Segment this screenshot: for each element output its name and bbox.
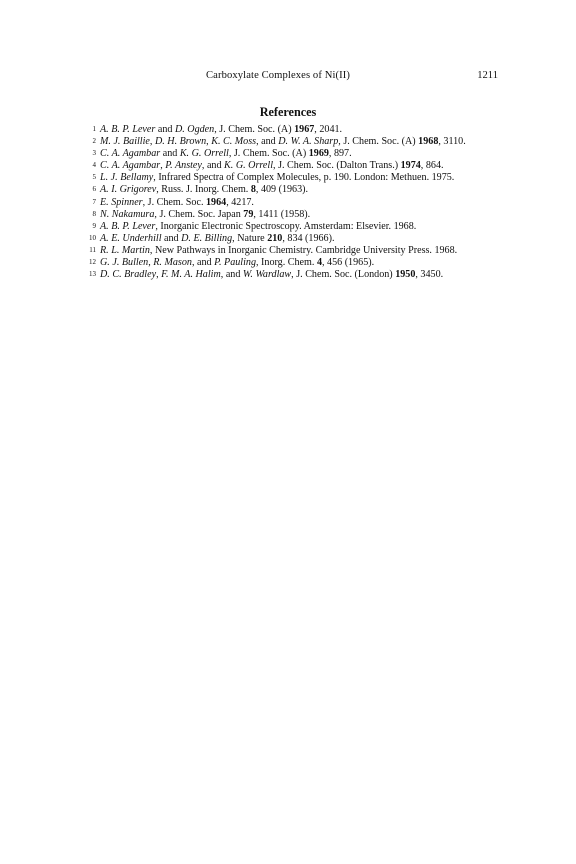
author-name: R. L. Martin <box>100 244 150 256</box>
reference-item <box>84 233 502 245</box>
reference-text <box>100 197 254 208</box>
citation-text: and <box>161 232 182 244</box>
author-name: M. J. Baillie <box>100 136 150 148</box>
reference-number: 7 <box>92 197 96 206</box>
citation-text: , 409 (1963). <box>255 184 309 196</box>
reference-text <box>100 160 444 171</box>
reference-item <box>84 245 502 257</box>
author-name: K. G. Orrell <box>224 160 274 172</box>
citation-text: , 1411 (1958). <box>253 208 311 220</box>
reference-item <box>84 197 502 209</box>
reference-number: 4 <box>92 161 96 170</box>
reference-text <box>100 233 335 244</box>
running-title: Carboxylate Complexes of Ni(II) <box>206 70 351 81</box>
citation-text: , J. Chem. Soc. (Dalton Trans.) <box>273 160 401 172</box>
citation-text: , J. Chem. Soc. Japan <box>154 208 244 220</box>
author-name: K. G. Orrell <box>179 148 229 160</box>
reference-item <box>84 124 502 136</box>
author-name: G. J. Bullen <box>100 257 149 269</box>
section-title: References <box>259 105 317 119</box>
reference-item <box>84 221 502 233</box>
volume-year: 4 <box>316 257 322 269</box>
reference-number: 6 <box>92 185 96 194</box>
citation-text: , J. Chem. Soc. (A) <box>338 136 419 148</box>
citation-text: , J. Chem. Soc. (A) <box>214 124 295 135</box>
citation-text: , New Pathways in Inorganic Chemistry. Cambridge University Press. 1968. <box>149 244 458 256</box>
citation-text: , and <box>220 269 243 281</box>
author-name: A. B. P. Lever <box>100 220 156 232</box>
citation-text: , 2041. <box>314 124 343 135</box>
citation-text: , 4217. <box>226 196 254 208</box>
author-name: D. Ogden <box>174 124 215 135</box>
reference-number: 3 <box>92 149 96 158</box>
author-name: E. Spinner <box>100 196 143 208</box>
citation-text: , 864. <box>420 160 444 172</box>
reference-item <box>84 209 502 221</box>
reference-number: 10 <box>89 233 96 242</box>
reference-text <box>100 257 374 268</box>
reference-text <box>100 148 352 159</box>
volume-year: 1974 <box>400 160 421 172</box>
citation-text: , Infrared Spectra of Complex Molecules, p. 190. London: Methuen. 1975. <box>153 172 455 184</box>
author-name: A. I. Grigorev <box>100 184 157 196</box>
author-name: R. Mason <box>153 257 192 269</box>
reference-item <box>84 184 502 196</box>
citation-text: , J. Chem. Soc. (London) <box>291 269 396 281</box>
author-name: C. A. Agambar <box>100 148 161 160</box>
volume-year: 1967 <box>294 124 315 135</box>
citation-text: and <box>155 124 175 135</box>
author-name: A. B. P. Lever <box>100 124 156 135</box>
volume-year: 1950 <box>395 269 416 281</box>
author-name: N. Nakamura <box>100 208 155 220</box>
author-name: P. Anstey <box>165 160 202 172</box>
citation-text: , 834 (1966). <box>282 232 335 244</box>
author-name: A. E. Underhill <box>100 232 162 244</box>
citation-text: , 897. <box>328 148 352 160</box>
citation-text: , Russ. J. Inorg. Chem. <box>156 184 251 196</box>
author-name: D. C. Bradley <box>100 269 157 281</box>
citation-text: , Inorg. Chem. <box>256 257 317 269</box>
citation-text: , 456 (1965). <box>321 257 375 269</box>
reference-number: 9 <box>92 221 96 230</box>
reference-text <box>100 172 454 183</box>
volume-year: 210 <box>267 232 283 244</box>
volume-year: 8 <box>250 184 256 196</box>
reference-number: 11 <box>89 245 96 254</box>
citation-text: , Inorganic Electronic Spectroscopy. Amsterdam: Elsevier. 1968. <box>155 220 417 232</box>
citation-text: , and <box>256 136 279 148</box>
reference-number: 2 <box>92 137 96 146</box>
citation-text: , 3450. <box>415 269 444 281</box>
reference-text <box>100 124 342 135</box>
citation-text: and <box>160 148 180 160</box>
reference-number: 12 <box>89 258 96 267</box>
reference-text <box>100 269 443 280</box>
citation-text: , <box>156 269 162 281</box>
reference-item <box>84 269 502 281</box>
reference-list <box>84 124 502 281</box>
reference-text <box>100 245 457 256</box>
author-name: D. H. Brown <box>154 136 207 148</box>
citation-text: , <box>148 257 154 269</box>
volume-year: 79 <box>243 208 254 220</box>
citation-text: , 3110. <box>438 136 466 148</box>
volume-year: 1968 <box>418 136 439 148</box>
page-number: 1211 <box>477 70 498 81</box>
reference-number: 5 <box>92 173 96 182</box>
citation-text: , J. Chem. Soc. (A) <box>228 148 309 160</box>
reference-text <box>100 184 308 195</box>
volume-year: 1969 <box>308 148 329 160</box>
reference-number: 13 <box>89 270 96 279</box>
citation-text: , Nature <box>232 232 268 244</box>
citation-text: , and <box>191 257 215 269</box>
reference-text <box>100 221 416 232</box>
author-name: C. A. Agambar <box>100 160 161 172</box>
citation-text: , <box>206 136 212 148</box>
reference-text <box>100 209 310 220</box>
author-name: D. E. Billing <box>181 232 233 244</box>
reference-item <box>84 148 502 160</box>
reference-number: 8 <box>92 209 96 218</box>
citation-text: , <box>149 136 155 148</box>
reference-item <box>84 172 502 184</box>
reference-item <box>84 136 502 148</box>
citation-text: , <box>160 160 166 172</box>
author-name: P. Pauling <box>214 257 256 269</box>
author-name: F. M. A. Halim <box>161 269 221 281</box>
author-name: D. W. A. Sharp <box>278 136 339 148</box>
author-name: K. C. Moss <box>211 136 257 148</box>
citation-text: , and <box>201 160 225 172</box>
author-name: L. J. Bellamy <box>100 172 154 184</box>
volume-year: 1964 <box>206 196 227 208</box>
citation-text: , J. Chem. Soc. <box>142 196 206 208</box>
reference-number: 1 <box>92 125 96 133</box>
reference-item <box>84 160 502 172</box>
reference-item <box>84 257 502 269</box>
author-name: W. Wardlaw <box>242 269 292 281</box>
page-header <box>88 70 498 84</box>
reference-text <box>100 136 466 147</box>
